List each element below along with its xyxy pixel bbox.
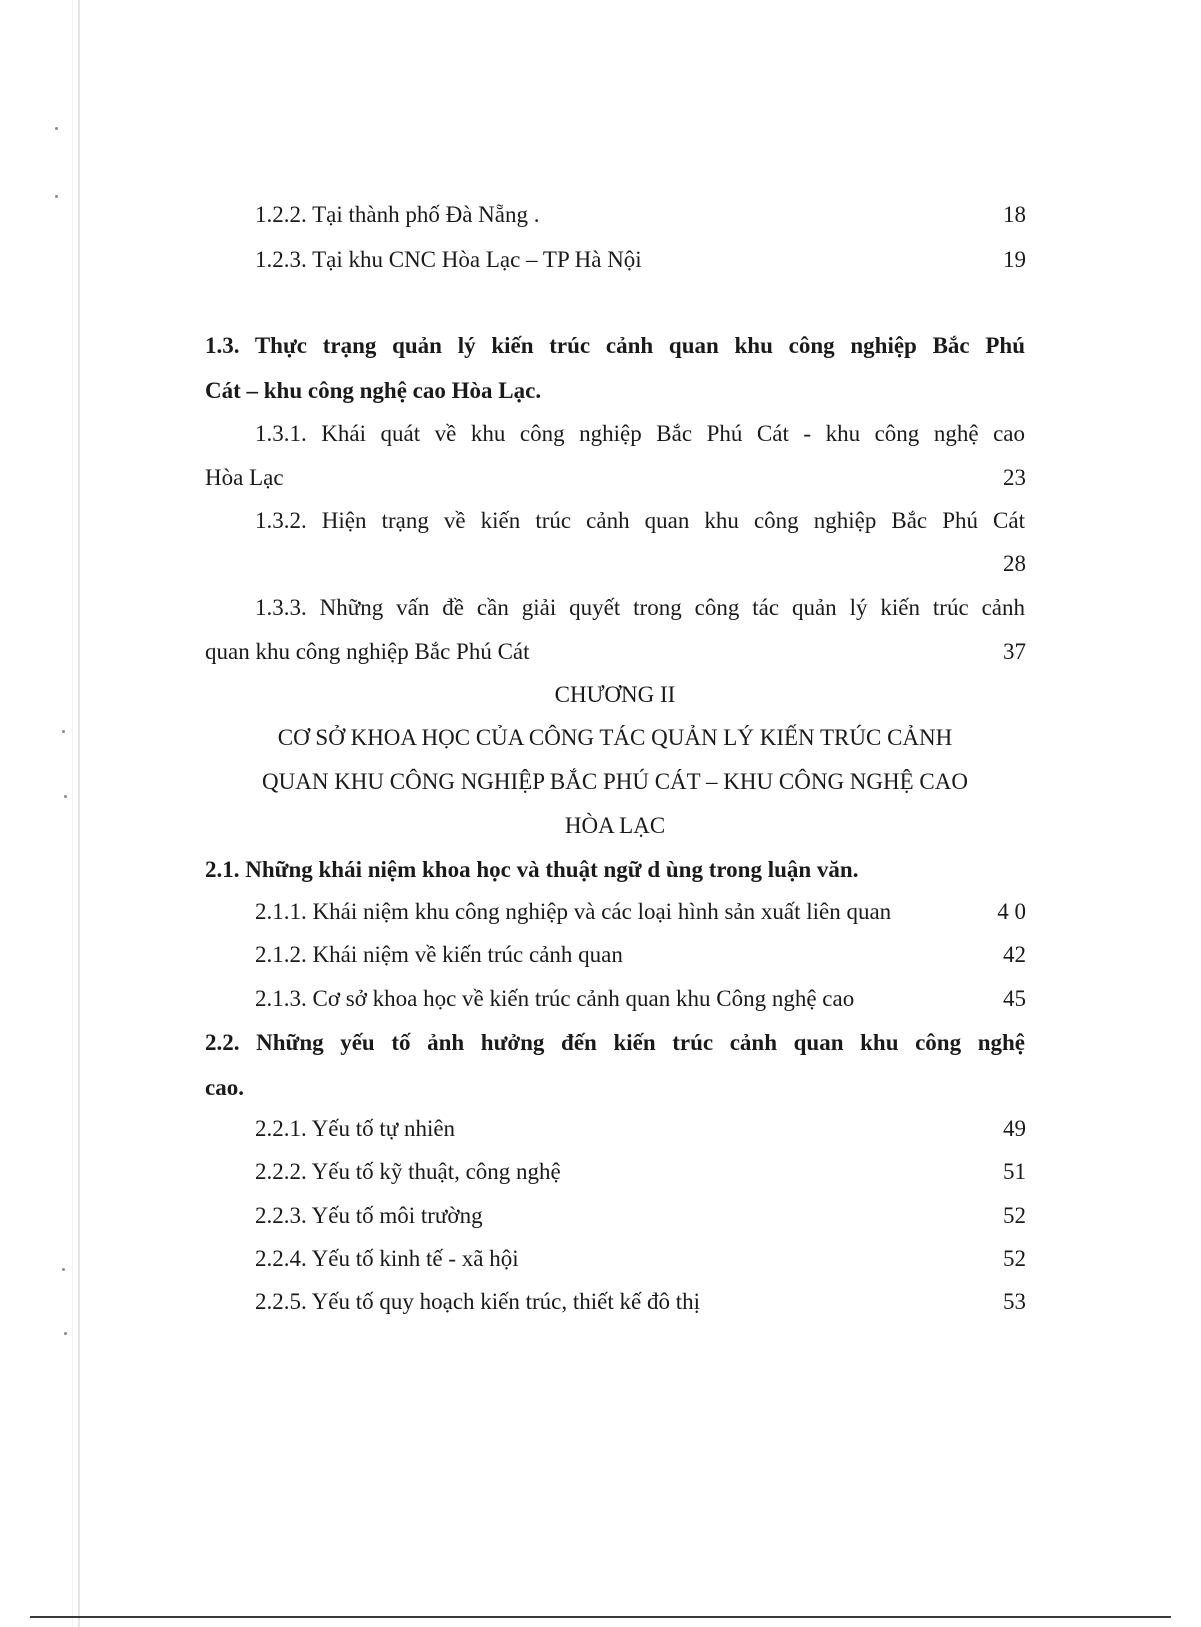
- toc-section-2-2-line2: cao.: [205, 1075, 244, 1100]
- toc-entry-1-3-2: 1.3.2. Hiện trạng về kiến trúc cảnh quan khu công nghiệp Bắc Phú Cát: [255, 508, 1025, 533]
- toc-entry-2-1-2: 2.1.2. Khái niệm về kiến trúc cảnh quan: [255, 942, 623, 967]
- toc-page-2-1-2: 42: [1003, 942, 1026, 967]
- toc-entry-2-2-1: 2.2.1. Yếu tố tự nhiên: [255, 1116, 456, 1141]
- chapter-label: CHƯƠNG II: [554, 682, 676, 707]
- toc-page-2-2-2: 51: [1003, 1159, 1026, 1184]
- toc-page-1-3-3: 37: [1003, 639, 1026, 664]
- toc-entry-2-2-2: 2.2.2. Yếu tố kỹ thuật, công nghệ: [255, 1159, 561, 1184]
- toc-entry-1-3-1-line1: 1.3.1. Khái quát về khu công nghiệp Bắc Phú Cát - khu công nghệ cao: [255, 421, 1025, 446]
- page-edge-shadow: [72, 0, 73, 1627]
- toc-page-2-2-4: 52: [1003, 1246, 1026, 1271]
- toc-page-1-2-3: 19: [1003, 247, 1026, 272]
- toc-entry-2-1-1: 2.1.1. Khái niệm khu công nghiệp và các loại hình sản xuất liên quan: [255, 899, 892, 924]
- toc-entry-1-2-3: 1.2.3. Tại khu CNC Hòa Lạc – TP Hà Nội: [255, 247, 642, 272]
- toc-entry-2-2-4: 2.2.4. Yếu tố kinh tế - xã hội: [255, 1246, 519, 1271]
- scan-speck: [62, 1268, 65, 1271]
- toc-entry-2-2-5: 2.2.5. Yếu tố quy hoạch kiến trúc, thiết kế đô thị: [255, 1289, 700, 1314]
- scan-speck: [55, 195, 58, 198]
- scan-speck: [62, 730, 65, 733]
- chapter-title-line2: QUAN KHU CÔNG NGHIỆP BẮC PHÚ CÁT – KHU CÔNG NGHỆ CAO: [262, 769, 968, 794]
- toc-page-2-1-1: 4 0: [997, 899, 1026, 924]
- scan-speck: [55, 127, 58, 130]
- toc-page-2-2-3: 52: [1003, 1203, 1026, 1228]
- toc-section-2-2-line1: 2.2. Những yếu tố ảnh hưởng đến kiến trúc cảnh quan khu công nghệ: [205, 1030, 1025, 1055]
- toc-entry-1-2-2: 1.2.2. Tại thành phố Đà Nẵng .: [255, 202, 540, 227]
- page-edge: [78, 0, 80, 1627]
- toc-page-1-3-1: 23: [1003, 465, 1026, 490]
- chapter-title-line3: HÒA LẠC: [564, 813, 666, 838]
- toc-entry-1-3-3-line1: 1.3.3. Những vấn đề cần giải quyết trong công tác quản lý kiến trúc cảnh: [255, 595, 1025, 620]
- toc-page-2-2-1: 49: [1003, 1116, 1026, 1141]
- toc-section-1-3-line1: 1.3. Thực trạng quản lý kiến trúc cảnh quan khu công nghiệp Bắc Phú: [205, 333, 1025, 358]
- toc-section-2-1: 2.1. Những khái niệm khoa học và thuật ngữ d ùng trong luận văn.: [205, 857, 859, 882]
- toc-page-1-3-2: 28: [1003, 551, 1026, 576]
- toc-section-1-3-line2: Cát – khu công nghệ cao Hòa Lạc.: [205, 378, 542, 403]
- toc-entry-2-2-3: 2.2.3. Yếu tố môi trường: [255, 1203, 483, 1228]
- toc-entry-2-1-3: 2.1.3. Cơ sở khoa học về kiến trúc cảnh quan khu Công nghệ cao: [255, 986, 855, 1011]
- toc-entry-1-3-1-line2: Hòa Lạc: [205, 465, 284, 490]
- toc-page-2-2-5: 53: [1003, 1289, 1026, 1314]
- toc-entry-1-3-3-line2: quan khu công nghiệp Bắc Phú Cát: [205, 639, 530, 664]
- chapter-title-line1: CƠ SỞ KHOA HỌC CỦA CÔNG TÁC QUẢN LÝ KIẾN TRÚC CẢNH: [277, 725, 953, 750]
- toc-page-1-2-2: 18: [1003, 202, 1026, 227]
- bottom-rule: [30, 1616, 1171, 1618]
- scan-speck: [64, 795, 67, 798]
- scan-speck: [64, 1332, 67, 1335]
- toc-page-2-1-3: 45: [1003, 986, 1026, 1011]
